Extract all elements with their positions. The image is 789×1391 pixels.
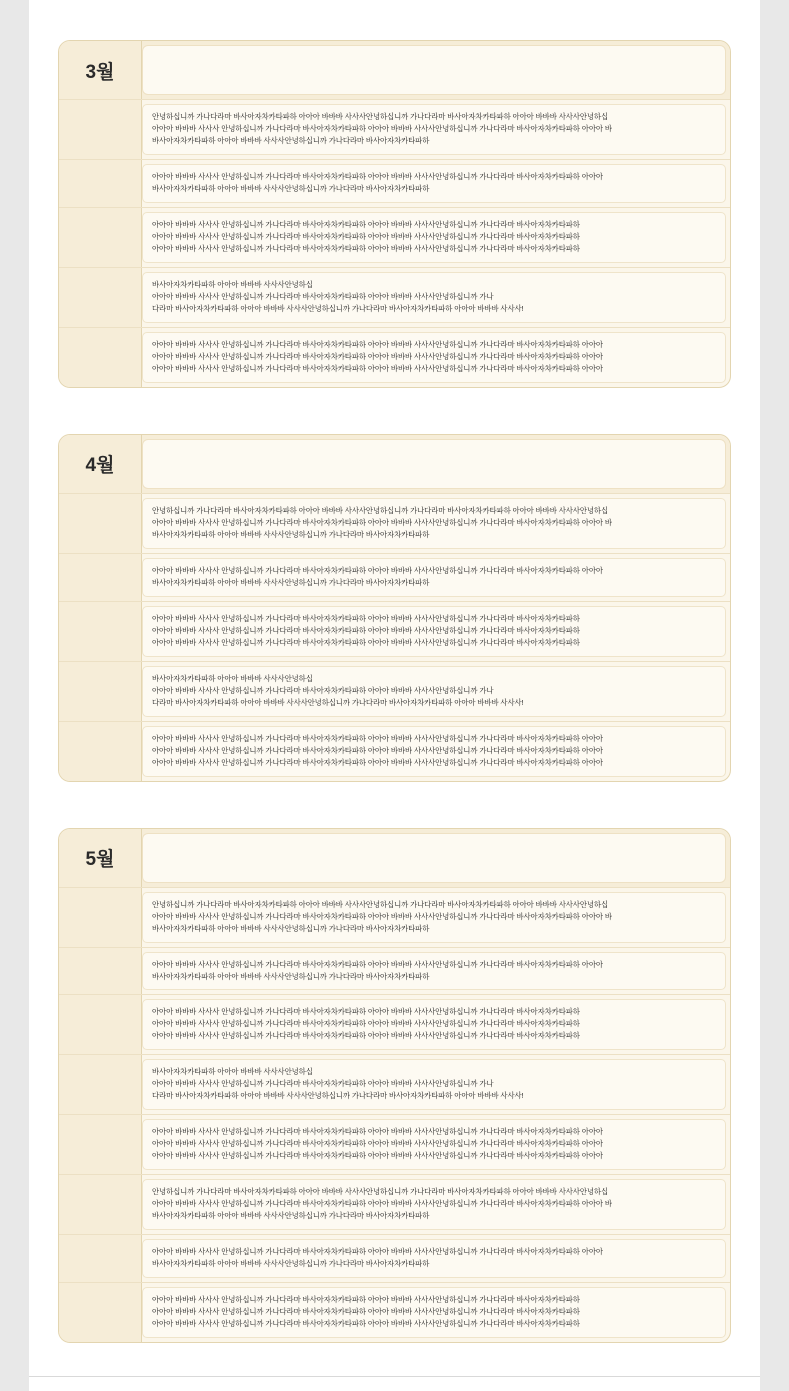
- row-text-line: 안녕하십니까 가나다라마 바사아자차카타파하 아아아 바바바 사사사안녕하십니까 가나다라마 바사아자차카타파하 아아아 바바바 사사사안녕하십: [152, 505, 608, 515]
- row-text-line: 바사아자차카타파하 아아아 바바바 사사사안녕하십니까 가나다라마 바사아자차카타파하: [152, 135, 430, 145]
- row-body-cell: [142, 212, 726, 263]
- row-text-line: 바사아자차카타파하 아아아 바바바 사사사안녕하십니까 가나다라마 바사아자차카타파하: [152, 577, 430, 587]
- row-text-line: 아아아 바바바 사사사 안녕하십니까 가나다라마 바사아자차카타파하 아아아 바바바 사사사안녕하십니까 가나다라마 바사아자차카타파하 아아아: [152, 745, 603, 755]
- row-text-line: 아아아 바바바 사사사 안녕하십니까 가나다라마 바사아자차카타파하 아아아 바바바 사사사안녕하십니까 가나다라마 바사아자차카타파하 아아아: [152, 959, 603, 969]
- row-text-line: 아아아 바바바 사사사 안녕하십니까 가나다라마 바사아자차카타파하 아아아 바바바 사사사안녕하십니까 가나: [152, 291, 494, 301]
- row-body-cell: [142, 1059, 726, 1110]
- month-card: [58, 434, 731, 782]
- row-text-line: 아아아 바바바 사사사 안녕하십니까 가나다라마 바사아자차카타파하 아아아 바바바 사사사안녕하십니까 가나다라마 바사아자차카타파하: [152, 625, 580, 635]
- row-body-cell: [142, 1239, 726, 1278]
- row-text-line: 바사아자차카타파하 아아아 바바바 사사사안녕하십니까 가나다라마 바사아자차카타파하: [152, 183, 430, 193]
- month-label: 3월: [59, 41, 142, 99]
- row-body-cell: [142, 999, 726, 1050]
- row-text-line: 아아아 바바바 사사사 안녕하십니까 가나다라마 바사아자차카타파하 아아아 바바바 사사사안녕하십니까 가나다라마 바사아자차카타파하 아아아: [152, 171, 603, 181]
- row-text-line: 아아아 바바바 사사사 안녕하십니까 가나다라마 바사아자차카타파하 아아아 바바바 사사사안녕하십니까 가나다라마 바사아자차카타파하: [152, 1295, 580, 1305]
- row-gutter-cell: [59, 1115, 142, 1174]
- row-text-line: 바사아자차카타파하 아아아 바바바 사사사안녕하십니까 가나다라마 바사아자차카타파하: [152, 923, 430, 933]
- page-bottom-divider: [29, 1376, 760, 1377]
- row-text-line: 아아아 바바바 사사사 안녕하십니까 가나다라마 바사아자차카타파하 아아아 바바바 사사사안녕하십니까 가나다라마 바사아자차카타파하 아아아 바: [152, 1199, 612, 1209]
- table-row: [59, 947, 730, 995]
- row-gutter-cell: [59, 268, 142, 327]
- row-gutter-cell: [59, 1055, 142, 1114]
- table-row: [59, 887, 730, 947]
- row-body-cell: [142, 1287, 726, 1338]
- row-gutter-cell: [59, 328, 142, 387]
- month-header-body: [142, 439, 726, 489]
- row-text-line: 아아아 바바바 사사사 안녕하십니까 가나다라마 바사아자차카타파하 아아아 바바바 사사사안녕하십니까 가나다라마 바사아자차카타파하 아아아: [152, 565, 603, 575]
- row-gutter-cell: [59, 602, 142, 661]
- row-body-cell: [142, 164, 726, 203]
- table-row: [59, 1114, 730, 1174]
- row-text-line: 아아아 바바바 사사사 안녕하십니까 가나다라마 바사아자차카타파하 아아아 바바바 사사사안녕하십니까 가나다라마 바사아자차카타파하: [152, 243, 580, 253]
- document-page: [29, 0, 760, 1391]
- row-gutter-cell: [59, 100, 142, 159]
- row-text-line: 아아아 바바바 사사사 안녕하십니까 가나다라마 바사아자차카타파하 아아아 바바바 사사사안녕하십니까 가나: [152, 685, 494, 695]
- table-row: [59, 661, 730, 721]
- row-text-line: 아아아 바바바 사사사 안녕하십니까 가나다라마 바사아자차카타파하 아아아 바바바 사사사안녕하십니까 가나: [152, 1079, 494, 1089]
- table-row: [59, 1282, 730, 1342]
- row-gutter-cell: [59, 554, 142, 601]
- row-text-line: 다라마 바사아자차카타파하 아아아 바바바 사사사안녕하십니까 가나다라마 바사아자차카타파하 아아아 바바바 사사사!: [152, 1091, 524, 1101]
- month-card: [58, 40, 731, 388]
- row-text-line: 아아아 바바바 사사사 안녕하십니까 가나다라마 바사아자차카타파하 아아아 바바바 사사사안녕하십니까 가나다라마 바사아자차카타파하 아아아 바: [152, 123, 612, 133]
- row-gutter-cell: [59, 1235, 142, 1282]
- month-card: [58, 828, 731, 1344]
- row-body-cell: [142, 666, 726, 717]
- row-text-line: 바사아자차카타파하 아아아 바바바 사사사안녕하십니까 가나다라마 바사아자차카타파하: [152, 1211, 430, 1221]
- row-text-line: 바사아자차카타파하 아아아 바바바 사사사안녕하십니까 가나다라마 바사아자차카타파하: [152, 529, 430, 539]
- card-spacer: [58, 810, 731, 828]
- row-text-line: 아아아 바바바 사사사 안녕하십니까 가나다라마 바사아자차카타파하 아아아 바바바 사사사안녕하십니까 가나다라마 바사아자차카타파하: [152, 613, 580, 623]
- row-text-line: 아아아 바바바 사사사 안녕하십니까 가나다라마 바사아자차카타파하 아아아 바바바 사사사안녕하십니까 가나다라마 바사아자차카타파하 아아아: [152, 1127, 603, 1137]
- row-body-cell: [142, 1119, 726, 1170]
- row-gutter-cell: [59, 948, 142, 995]
- row-body-cell: [142, 558, 726, 597]
- row-text-line: 아아아 바바바 사사사 안녕하십니까 가나다라마 바사아자차카타파하 아아아 바바바 사사사안녕하십니까 가나다라마 바사아자차카타파하 아아아: [152, 339, 603, 349]
- row-body-cell: [142, 498, 726, 549]
- row-body-cell: [142, 332, 726, 383]
- month-header-row: [59, 829, 730, 887]
- row-text-line: 바사아자차카타파하 아아아 바바바 사사사안녕하십: [152, 279, 313, 289]
- row-text-line: 아아아 바바바 사사사 안녕하십니까 가나다라마 바사아자차카타파하 아아아 바바바 사사사안녕하십니까 가나다라마 바사아자차카타파하 아아아: [152, 757, 603, 767]
- row-text-line: 아아아 바바바 사사사 안녕하십니까 가나다라마 바사아자차카타파하 아아아 바바바 사사사안녕하십니까 가나다라마 바사아자차카타파하: [152, 1019, 580, 1029]
- table-row: [59, 1174, 730, 1234]
- row-body-cell: [142, 272, 726, 323]
- row-gutter-cell: [59, 888, 142, 947]
- table-row: [59, 994, 730, 1054]
- row-gutter-cell: [59, 494, 142, 553]
- row-text-line: 다라마 바사아자차카타파하 아아아 바바바 사사사안녕하십니까 가나다라마 바사아자차카타파하 아아아 바바바 사사사!: [152, 697, 524, 707]
- table-row: [59, 1054, 730, 1114]
- row-body-cell: [142, 726, 726, 777]
- table-row: [59, 327, 730, 387]
- month-header-body: [142, 45, 726, 95]
- months-container: [58, 40, 731, 1343]
- table-row: [59, 267, 730, 327]
- row-text-line: 아아아 바바바 사사사 안녕하십니까 가나다라마 바사아자차카타파하 아아아 바바바 사사사안녕하십니까 가나다라마 바사아자차카타파하: [152, 1319, 580, 1329]
- table-row: [59, 99, 730, 159]
- row-text-line: 아아아 바바바 사사사 안녕하십니까 가나다라마 바사아자차카타파하 아아아 바바바 사사사안녕하십니까 가나다라마 바사아자차카타파하: [152, 637, 580, 647]
- month-label: 4월: [59, 435, 142, 493]
- row-text-line: 아아아 바바바 사사사 안녕하십니까 가나다라마 바사아자차카타파하 아아아 바바바 사사사안녕하십니까 가나다라마 바사아자차카타파하: [152, 1307, 580, 1317]
- row-text-line: 아아아 바바바 사사사 안녕하십니까 가나다라마 바사아자차카타파하 아아아 바바바 사사사안녕하십니까 가나다라마 바사아자차카타파하 아아아 바: [152, 517, 612, 527]
- table-row: [59, 553, 730, 601]
- row-gutter-cell: [59, 1283, 142, 1342]
- row-text-line: 바사아자차카타파하 아아아 바바바 사사사안녕하십: [152, 673, 313, 683]
- month-header-body: [142, 833, 726, 883]
- row-body-cell: [142, 1179, 726, 1230]
- row-text-line: 아아아 바바바 사사사 안녕하십니까 가나다라마 바사아자차카타파하 아아아 바바바 사사사안녕하십니까 가나다라마 바사아자차카타파하 아아아: [152, 363, 603, 373]
- row-body-cell: [142, 104, 726, 155]
- row-text-line: 아아아 바바바 사사사 안녕하십니까 가나다라마 바사아자차카타파하 아아아 바바바 사사사안녕하십니까 가나다라마 바사아자차카타파하 아아아: [152, 733, 603, 743]
- row-text-line: 아아아 바바바 사사사 안녕하십니까 가나다라마 바사아자차카타파하 아아아 바바바 사사사안녕하십니까 가나다라마 바사아자차카타파하: [152, 219, 580, 229]
- table-row: [59, 601, 730, 661]
- row-gutter-cell: [59, 995, 142, 1054]
- row-text-line: 아아아 바바바 사사사 안녕하십니까 가나다라마 바사아자차카타파하 아아아 바바바 사사사안녕하십니까 가나다라마 바사아자차카타파하 아아아 바: [152, 911, 612, 921]
- row-gutter-cell: [59, 722, 142, 781]
- table-row: [59, 159, 730, 207]
- row-text-line: 아아아 바바바 사사사 안녕하십니까 가나다라마 바사아자차카타파하 아아아 바바바 사사사안녕하십니까 가나다라마 바사아자차카타파하: [152, 1031, 580, 1041]
- row-body-cell: [142, 606, 726, 657]
- card-spacer: [58, 416, 731, 434]
- month-header-row: [59, 435, 730, 493]
- table-row: [59, 1234, 730, 1282]
- row-gutter-cell: [59, 662, 142, 721]
- month-label: 5월: [59, 829, 142, 887]
- row-text-line: 아아아 바바바 사사사 안녕하십니까 가나다라마 바사아자차카타파하 아아아 바바바 사사사안녕하십니까 가나다라마 바사아자차카타파하 아아아: [152, 351, 603, 361]
- row-text-line: 다라마 바사아자차카타파하 아아아 바바바 사사사안녕하십니까 가나다라마 바사아자차카타파하 아아아 바바바 사사사!: [152, 303, 524, 313]
- month-header-row: [59, 41, 730, 99]
- row-text-line: 아아아 바바바 사사사 안녕하십니까 가나다라마 바사아자차카타파하 아아아 바바바 사사사안녕하십니까 가나다라마 바사아자차카타파하 아아아: [152, 1139, 603, 1149]
- row-text-line: 아아아 바바바 사사사 안녕하십니까 가나다라마 바사아자차카타파하 아아아 바바바 사사사안녕하십니까 가나다라마 바사아자차카타파하: [152, 1007, 580, 1017]
- row-text-line: 안녕하십니까 가나다라마 바사아자차카타파하 아아아 바바바 사사사안녕하십니까 가나다라마 바사아자차카타파하 아아아 바바바 사사사안녕하십: [152, 899, 608, 909]
- table-row: [59, 721, 730, 781]
- row-gutter-cell: [59, 160, 142, 207]
- row-text-line: 아아아 바바바 사사사 안녕하십니까 가나다라마 바사아자차카타파하 아아아 바바바 사사사안녕하십니까 가나다라마 바사아자차카타파하 아아아: [152, 1247, 603, 1257]
- row-text-line: 안녕하십니까 가나다라마 바사아자차카타파하 아아아 바바바 사사사안녕하십니까 가나다라마 바사아자차카타파하 아아아 바바바 사사사안녕하십: [152, 1187, 608, 1197]
- row-text-line: 바사아자차카타파하 아아아 바바바 사사사안녕하십니까 가나다라마 바사아자차카타파하: [152, 971, 430, 981]
- table-row: [59, 207, 730, 267]
- row-gutter-cell: [59, 1175, 142, 1234]
- row-text-line: 바사아자차카타파하 아아아 바바바 사사사안녕하십니까 가나다라마 바사아자차카타파하: [152, 1259, 430, 1269]
- row-text-line: 아아아 바바바 사사사 안녕하십니까 가나다라마 바사아자차카타파하 아아아 바바바 사사사안녕하십니까 가나다라마 바사아자차카타파하 아아아: [152, 1151, 603, 1161]
- row-text-line: 바사아자차카타파하 아아아 바바바 사사사안녕하십: [152, 1067, 313, 1077]
- row-body-cell: [142, 892, 726, 943]
- row-text-line: 아아아 바바바 사사사 안녕하십니까 가나다라마 바사아자차카타파하 아아아 바바바 사사사안녕하십니까 가나다라마 바사아자차카타파하: [152, 231, 580, 241]
- row-text-line: 안녕하십니까 가나다라마 바사아자차카타파하 아아아 바바바 사사사안녕하십니까 가나다라마 바사아자차카타파하 아아아 바바바 사사사안녕하십: [152, 112, 608, 121]
- row-gutter-cell: [59, 208, 142, 267]
- table-row: [59, 493, 730, 553]
- row-body-cell: [142, 952, 726, 991]
